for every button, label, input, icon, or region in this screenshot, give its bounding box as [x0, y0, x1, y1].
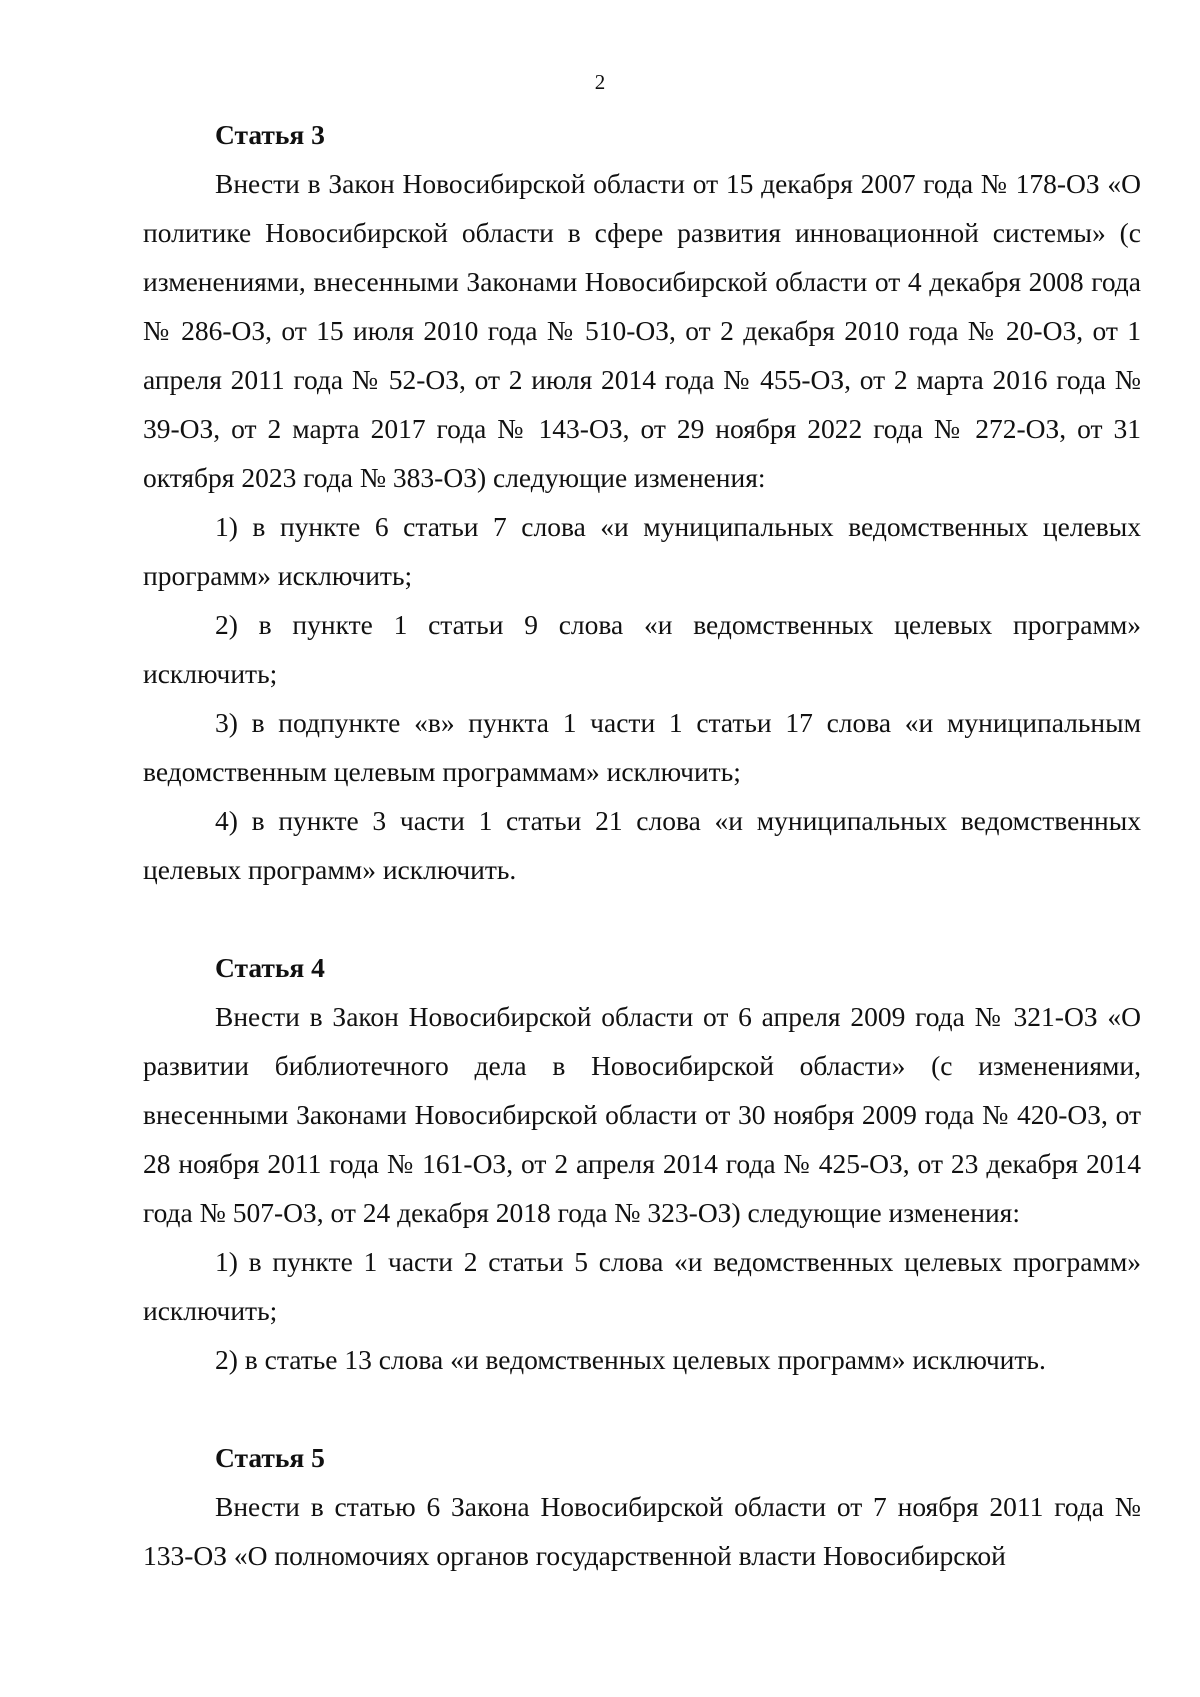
section-spacer — [143, 894, 1141, 943]
article-heading: Статья 5 — [215, 1442, 325, 1473]
list-item: 1) в пункте 6 статьи 7 слова «и муниципальных ведомственных целевых программ» исключить; — [143, 511, 1141, 591]
article-paragraph: Внести в статью 6 Закона Новосибирской области от 7 ноября 2011 года № 133-ОЗ «О полномочиях органов государственной власти Новосибирской — [143, 1491, 1141, 1571]
article-paragraph: Внести в Закон Новосибирской области от 15 декабря 2007 года № 178-ОЗ «О политике Новосибирской области в сфере развития инновационной системы» (с изменениями, внесенными Законами Новосибирской области от 4 декабря 2008 года № 286-ОЗ, от 15 июля 2010 года № 510-ОЗ, от 2 декабря 2010 года № 20-ОЗ, от 1 апреля 2011 года № 52-ОЗ, от 2 июля 2014 года № 455-ОЗ, от 2 марта 2016 года № 39-ОЗ, от 2 марта 2017 года № 143-ОЗ, от 29 ноября 2022 года № 272-ОЗ, от 31 октября 2023 года № 383-ОЗ) следующие изменения: — [143, 168, 1141, 493]
article-heading: Статья 3 — [215, 119, 325, 150]
section-spacer — [143, 1384, 1141, 1433]
list-item: 4) в пункте 3 части 1 статьи 21 слова «и муниципальных ведомственных целевых программ» исключить. — [143, 805, 1141, 885]
list-item: 3) в подпункте «в» пункта 1 части 1 статьи 17 слова «и муниципальным ведомственным целевым программам» исключить; — [143, 707, 1141, 787]
document-body — [143, 110, 1141, 1580]
list-item: 2) в статье 13 слова «и ведомственных целевых программ» исключить. — [215, 1344, 1046, 1375]
article-3 — [143, 110, 1141, 894]
page-number: 2 — [594, 70, 606, 94]
article-4 — [143, 943, 1141, 1384]
article-heading: Статья 4 — [215, 952, 325, 983]
article-paragraph: Внести в Закон Новосибирской области от 6 апреля 2009 года № 321-ОЗ «О развитии библиотечного дела в Новосибирской области» (с изменениями, внесенными Законами Новосибирской области от 30 ноября 2009 года № 420-ОЗ, от 28 ноября 2011 года № 161-ОЗ, от 2 апреля 2014 года № 425-ОЗ, от 23 декабря 2014 года № 507-ОЗ, от 24 декабря 2018 года № 323-ОЗ) следующие изменения: — [143, 1001, 1141, 1228]
article-5 — [143, 1433, 1141, 1580]
list-item: 2) в пункте 1 статьи 9 слова «и ведомственных целевых программ» исключить; — [143, 609, 1141, 689]
list-item: 1) в пункте 1 части 2 статьи 5 слова «и ведомственных целевых программ» исключить; — [143, 1246, 1141, 1326]
